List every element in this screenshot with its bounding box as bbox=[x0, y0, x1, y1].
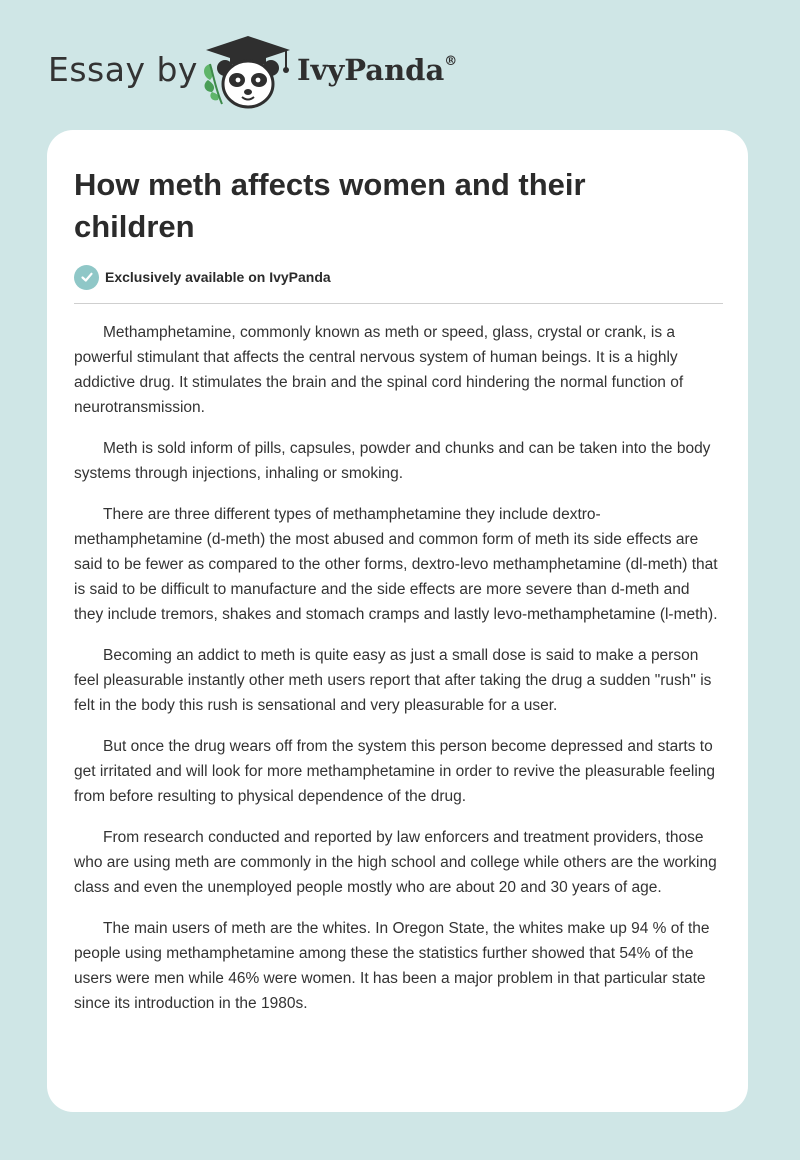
exclusive-badge bbox=[74, 264, 331, 290]
paragraph: Becoming an addict to meth is quite easy as just a small dose is said to make a person feel pleasurable instantly other meth users report that after taking the drug a sudden "rush" is felt in the body this rush is sensational and very pleasurable for a user. bbox=[74, 647, 712, 714]
paragraph: Methamphetamine, commonly known as meth or speed, glass, crystal or crank, is a powerful stimulant that affects the central nervous system of human beings. It is a highly addictive drug. It stimulates the brain and the spinal cord hindering the normal function of neurotransmission. bbox=[74, 324, 684, 416]
essay-body bbox=[74, 320, 723, 1032]
site-header bbox=[0, 0, 800, 130]
exclusive-badge-label: Exclusively available on IvyPanda bbox=[105, 269, 331, 285]
registered-mark: ® bbox=[444, 54, 458, 70]
title-divider bbox=[74, 303, 723, 304]
essay-by-label: Essay by bbox=[48, 50, 198, 89]
page-title: How meth affects women and their children bbox=[74, 167, 586, 244]
panda-graduate-icon[interactable] bbox=[200, 34, 296, 110]
paragraph: The main users of meth are the whites. In Oregon State, the whites make up 94 % of the people using methamphetamine among these the statistics further showed that 54% of the users were men while 46% were women. It has been a major problem in that particular state since its introduction in the 1980s. bbox=[74, 920, 710, 1012]
paragraph: Meth is sold inform of pills, capsules, powder and chunks and can be taken into the body systems through injections, inhaling or smoking. bbox=[74, 440, 711, 482]
paragraph: But once the drug wears off from the system this person become depressed and starts to get irritated and will look for more methamphetamine in order to revive the pleasurable feeling from before resulting to physical dependence of the drug. bbox=[74, 738, 716, 805]
paragraph: From research conducted and reported by law enforcers and treatment providers, those who are using meth are commonly in the high school and college while others are the working class and even the unemployed people mostly who are about 20 and 30 years of age. bbox=[74, 829, 717, 896]
paragraph: There are three different types of methamphetamine they include dextro-methamphetamine (d-meth) the most abused and common form of meth its side effects are said to be fewer as compared to the other forms, dextro-levo methamphetamine (dl-meth) that is said to be difficult to manufacture and the side effects are more severe than d-meth and they include tremors, shakes and stomach cramps and lastly levo-methamphetamine (l-meth). bbox=[74, 506, 718, 623]
check-circle-icon bbox=[74, 265, 99, 290]
brand-name[interactable] bbox=[297, 53, 457, 87]
brand-name-text: IvyPanda bbox=[297, 53, 445, 87]
essay-card bbox=[47, 130, 748, 1112]
